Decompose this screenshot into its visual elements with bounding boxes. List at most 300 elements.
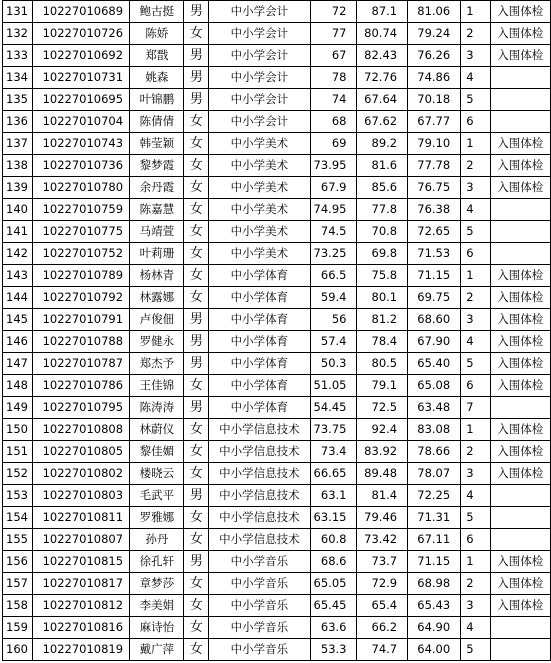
interview-score-cell: 74.7 <box>357 639 408 661</box>
gender-cell: 男 <box>184 45 209 67</box>
written-score-cell: 50.3 <box>310 353 357 375</box>
candidate-name-cell: 姚森 <box>130 67 184 89</box>
table-row <box>3 243 551 265</box>
subject-cell: 中小学美术 <box>209 221 310 243</box>
row-index-cell: 135 <box>3 89 33 111</box>
total-score-cell: 71.31 <box>408 507 461 529</box>
total-score-cell: 68.60 <box>408 309 461 331</box>
table-row <box>3 89 551 111</box>
status-cell: 入围体检 <box>490 595 550 617</box>
gender-cell: 女 <box>184 111 209 133</box>
row-index-cell: 142 <box>3 243 33 265</box>
total-score-cell: 71.15 <box>408 551 461 573</box>
table-row <box>3 617 551 639</box>
total-score-cell: 76.38 <box>408 199 461 221</box>
row-index-cell: 143 <box>3 265 33 287</box>
table-row <box>3 551 551 573</box>
status-cell: 入围体检 <box>490 45 550 67</box>
status-cell <box>490 199 550 221</box>
status-cell: 入围体检 <box>490 23 550 45</box>
status-cell: 入围体检 <box>490 287 550 309</box>
subject-cell: 中小学音乐 <box>209 551 310 573</box>
gender-cell: 女 <box>184 155 209 177</box>
row-index-cell: 137 <box>3 133 33 155</box>
total-score-cell: 83.08 <box>408 419 461 441</box>
total-score-cell: 64.00 <box>408 639 461 661</box>
row-index-cell: 145 <box>3 309 33 331</box>
interview-score-cell: 87.1 <box>357 1 408 23</box>
row-index-cell: 148 <box>3 375 33 397</box>
status-cell <box>490 529 550 551</box>
candidate-name-cell: 郑戬 <box>130 45 184 67</box>
total-score-cell: 67.11 <box>408 529 461 551</box>
table-row <box>3 419 551 441</box>
subject-cell: 中小学信息技术 <box>209 463 310 485</box>
candidate-name-cell: 郑杰予 <box>130 353 184 375</box>
table-row <box>3 375 551 397</box>
row-index-cell: 160 <box>3 639 33 661</box>
rank-cell: 3 <box>461 45 490 67</box>
ticket-number-cell: 10227010689 <box>32 1 130 23</box>
written-score-cell: 63.6 <box>310 617 357 639</box>
rank-cell: 1 <box>461 265 490 287</box>
row-index-cell: 140 <box>3 199 33 221</box>
written-score-cell: 77 <box>310 23 357 45</box>
gender-cell: 女 <box>184 243 209 265</box>
status-cell: 入围体检 <box>490 155 550 177</box>
ticket-number-cell: 10227010775 <box>32 221 130 243</box>
candidate-name-cell: 王佳锦 <box>130 375 184 397</box>
table-row <box>3 463 551 485</box>
status-cell: 入围体检 <box>490 441 550 463</box>
candidate-name-cell: 陈倩倩 <box>130 111 184 133</box>
row-index-cell: 131 <box>3 1 33 23</box>
rank-cell: 6 <box>461 375 490 397</box>
candidate-name-cell: 林蔚仪 <box>130 419 184 441</box>
interview-score-cell: 73.42 <box>357 529 408 551</box>
written-score-cell: 60.8 <box>310 529 357 551</box>
subject-cell: 中小学音乐 <box>209 617 310 639</box>
interview-score-cell: 73.7 <box>357 551 408 573</box>
status-cell <box>490 111 550 133</box>
interview-score-cell: 92.4 <box>357 419 408 441</box>
written-score-cell: 73.25 <box>310 243 357 265</box>
table-row <box>3 111 551 133</box>
status-cell <box>490 639 550 661</box>
row-index-cell: 158 <box>3 595 33 617</box>
ticket-number-cell: 10227010815 <box>32 551 130 573</box>
total-score-cell: 70.18 <box>408 89 461 111</box>
table-row <box>3 23 551 45</box>
interview-score-cell: 81.6 <box>357 155 408 177</box>
gender-cell: 女 <box>184 221 209 243</box>
total-score-cell: 79.24 <box>408 23 461 45</box>
rank-cell: 5 <box>461 639 490 661</box>
rank-cell: 5 <box>461 221 490 243</box>
status-cell: 入围体检 <box>490 265 550 287</box>
rank-cell: 4 <box>461 331 490 353</box>
subject-cell: 中小学美术 <box>209 243 310 265</box>
interview-score-cell: 72.9 <box>357 573 408 595</box>
status-cell <box>490 617 550 639</box>
row-index-cell: 159 <box>3 617 33 639</box>
total-score-cell: 65.08 <box>408 375 461 397</box>
row-index-cell: 155 <box>3 529 33 551</box>
gender-cell: 女 <box>184 441 209 463</box>
row-index-cell: 149 <box>3 397 33 419</box>
ticket-number-cell: 10227010752 <box>32 243 130 265</box>
written-score-cell: 73.75 <box>310 419 357 441</box>
candidate-name-cell: 罗雅娜 <box>130 507 184 529</box>
interview-score-cell: 79.1 <box>357 375 408 397</box>
gender-cell: 女 <box>184 573 209 595</box>
total-score-cell: 67.90 <box>408 331 461 353</box>
written-score-cell: 66.5 <box>310 265 357 287</box>
written-score-cell: 73.4 <box>310 441 357 463</box>
ticket-number-cell: 10227010808 <box>32 419 130 441</box>
table-row <box>3 1 551 23</box>
rank-cell: 1 <box>461 133 490 155</box>
candidate-name-cell: 陈娇 <box>130 23 184 45</box>
candidate-name-cell: 黎佳媚 <box>130 441 184 463</box>
interview-score-cell: 85.6 <box>357 177 408 199</box>
rank-cell: 5 <box>461 353 490 375</box>
total-score-cell: 78.07 <box>408 463 461 485</box>
interview-score-cell: 89.48 <box>357 463 408 485</box>
table-row <box>3 507 551 529</box>
ticket-number-cell: 10227010789 <box>32 265 130 287</box>
rank-cell: 3 <box>461 309 490 331</box>
written-score-cell: 74.5 <box>310 221 357 243</box>
gender-cell: 男 <box>184 331 209 353</box>
subject-cell: 中小学会计 <box>209 111 310 133</box>
table-row <box>3 331 551 353</box>
status-cell <box>490 485 550 507</box>
candidate-name-cell: 章梦莎 <box>130 573 184 595</box>
candidate-name-cell: 韩莹颖 <box>130 133 184 155</box>
table-row <box>3 67 551 89</box>
rank-cell: 4 <box>461 617 490 639</box>
ticket-number-cell: 10227010803 <box>32 485 130 507</box>
gender-cell: 女 <box>184 419 209 441</box>
candidate-name-cell: 戴广萍 <box>130 639 184 661</box>
subject-cell: 中小学美术 <box>209 155 310 177</box>
ticket-number-cell: 10227010692 <box>32 45 130 67</box>
total-score-cell: 77.78 <box>408 155 461 177</box>
written-score-cell: 74.95 <box>310 199 357 221</box>
ticket-number-cell: 10227010704 <box>32 111 130 133</box>
ticket-number-cell: 10227010759 <box>32 199 130 221</box>
interview-score-cell: 82.43 <box>357 45 408 67</box>
ticket-number-cell: 10227010743 <box>32 133 130 155</box>
total-score-cell: 69.75 <box>408 287 461 309</box>
gender-cell: 女 <box>184 177 209 199</box>
interview-score-cell: 81.2 <box>357 309 408 331</box>
status-cell: 入围体检 <box>490 133 550 155</box>
subject-cell: 中小学会计 <box>209 67 310 89</box>
status-cell: 入围体检 <box>490 177 550 199</box>
rank-cell: 5 <box>461 507 490 529</box>
status-cell: 入围体检 <box>490 375 550 397</box>
status-cell <box>490 89 550 111</box>
ticket-number-cell: 10227010819 <box>32 639 130 661</box>
table-row <box>3 595 551 617</box>
ticket-number-cell: 10227010807 <box>32 529 130 551</box>
candidate-name-cell: 卢俊佃 <box>130 309 184 331</box>
row-index-cell: 150 <box>3 419 33 441</box>
table-row <box>3 155 551 177</box>
rank-cell: 2 <box>461 441 490 463</box>
written-score-cell: 65.45 <box>310 595 357 617</box>
candidate-name-cell: 鲍古挺 <box>130 1 184 23</box>
gender-cell: 女 <box>184 23 209 45</box>
total-score-cell: 81.06 <box>408 1 461 23</box>
candidate-name-cell: 陈涛涛 <box>130 397 184 419</box>
total-score-cell: 65.43 <box>408 595 461 617</box>
gender-cell: 男 <box>184 485 209 507</box>
total-score-cell: 65.40 <box>408 353 461 375</box>
written-score-cell: 56 <box>310 309 357 331</box>
subject-cell: 中小学会计 <box>209 89 310 111</box>
interview-score-cell: 80.5 <box>357 353 408 375</box>
subject-cell: 中小学美术 <box>209 177 310 199</box>
table-row <box>3 485 551 507</box>
row-index-cell: 152 <box>3 463 33 485</box>
ticket-number-cell: 10227010816 <box>32 617 130 639</box>
written-score-cell: 74 <box>310 89 357 111</box>
status-cell: 入围体检 <box>490 309 550 331</box>
subject-cell: 中小学信息技术 <box>209 529 310 551</box>
total-score-cell: 72.65 <box>408 221 461 243</box>
row-index-cell: 138 <box>3 155 33 177</box>
interview-score-cell: 72.76 <box>357 67 408 89</box>
gender-cell: 女 <box>184 265 209 287</box>
rank-cell: 7 <box>461 397 490 419</box>
ticket-number-cell: 10227010791 <box>32 309 130 331</box>
subject-cell: 中小学体育 <box>209 353 310 375</box>
ticket-number-cell: 10227010811 <box>32 507 130 529</box>
candidate-name-cell: 陈嘉慧 <box>130 199 184 221</box>
row-index-cell: 146 <box>3 331 33 353</box>
subject-cell: 中小学信息技术 <box>209 419 310 441</box>
ticket-number-cell: 10227010695 <box>32 89 130 111</box>
gender-cell: 女 <box>184 595 209 617</box>
candidate-name-cell: 徐孔轩 <box>130 551 184 573</box>
interview-score-cell: 70.8 <box>357 221 408 243</box>
subject-cell: 中小学体育 <box>209 331 310 353</box>
gender-cell: 男 <box>184 89 209 111</box>
status-cell: 入围体检 <box>490 573 550 595</box>
interview-score-cell: 67.62 <box>357 111 408 133</box>
candidate-name-cell: 马靖萱 <box>130 221 184 243</box>
subject-cell: 中小学体育 <box>209 375 310 397</box>
subject-cell: 中小学信息技术 <box>209 441 310 463</box>
status-cell: 入围体检 <box>490 331 550 353</box>
total-score-cell: 78.66 <box>408 441 461 463</box>
table-row <box>3 397 551 419</box>
written-score-cell: 72 <box>310 1 357 23</box>
candidate-name-cell: 黎梦霞 <box>130 155 184 177</box>
rank-cell: 3 <box>461 177 490 199</box>
rank-cell: 6 <box>461 111 490 133</box>
written-score-cell: 53.3 <box>310 639 357 661</box>
subject-cell: 中小学体育 <box>209 265 310 287</box>
ticket-number-cell: 10227010726 <box>32 23 130 45</box>
rank-cell: 6 <box>461 529 490 551</box>
table-row <box>3 441 551 463</box>
total-score-cell: 71.53 <box>408 243 461 265</box>
gender-cell: 女 <box>184 617 209 639</box>
interview-score-cell: 80.1 <box>357 287 408 309</box>
total-score-cell: 67.77 <box>408 111 461 133</box>
results-table <box>2 0 551 661</box>
ticket-number-cell: 10227010787 <box>32 353 130 375</box>
ticket-number-cell: 10227010736 <box>32 155 130 177</box>
total-score-cell: 72.25 <box>408 485 461 507</box>
gender-cell: 男 <box>184 353 209 375</box>
total-score-cell: 74.86 <box>408 67 461 89</box>
status-cell: 入围体检 <box>490 551 550 573</box>
table-row <box>3 265 551 287</box>
rank-cell: 3 <box>461 595 490 617</box>
ticket-number-cell: 10227010817 <box>32 573 130 595</box>
total-score-cell: 76.75 <box>408 177 461 199</box>
total-score-cell: 71.15 <box>408 265 461 287</box>
status-cell <box>490 507 550 529</box>
rank-cell: 1 <box>461 419 490 441</box>
ticket-number-cell: 10227010786 <box>32 375 130 397</box>
subject-cell: 中小学会计 <box>209 45 310 67</box>
rank-cell: 4 <box>461 67 490 89</box>
written-score-cell: 54.45 <box>310 397 357 419</box>
written-score-cell: 67.9 <box>310 177 357 199</box>
rank-cell: 1 <box>461 551 490 573</box>
rank-cell: 6 <box>461 243 490 265</box>
written-score-cell: 57.4 <box>310 331 357 353</box>
ticket-number-cell: 10227010788 <box>32 331 130 353</box>
rank-cell: 2 <box>461 287 490 309</box>
written-score-cell: 51.05 <box>310 375 357 397</box>
gender-cell: 女 <box>184 287 209 309</box>
candidate-name-cell: 叶锦鹏 <box>130 89 184 111</box>
interview-score-cell: 66.2 <box>357 617 408 639</box>
subject-cell: 中小学体育 <box>209 287 310 309</box>
ticket-number-cell: 10227010731 <box>32 67 130 89</box>
status-cell <box>490 221 550 243</box>
interview-score-cell: 80.74 <box>357 23 408 45</box>
written-score-cell: 67 <box>310 45 357 67</box>
subject-cell: 中小学会计 <box>209 23 310 45</box>
gender-cell: 男 <box>184 309 209 331</box>
status-cell: 入围体检 <box>490 353 550 375</box>
subject-cell: 中小学体育 <box>209 397 310 419</box>
gender-cell: 女 <box>184 133 209 155</box>
written-score-cell: 69 <box>310 133 357 155</box>
interview-score-cell: 65.4 <box>357 595 408 617</box>
rank-cell: 1 <box>461 1 490 23</box>
interview-score-cell: 72.5 <box>357 397 408 419</box>
row-index-cell: 147 <box>3 353 33 375</box>
rank-cell: 2 <box>461 155 490 177</box>
candidate-name-cell: 李美娟 <box>130 595 184 617</box>
row-index-cell: 154 <box>3 507 33 529</box>
gender-cell: 男 <box>184 551 209 573</box>
status-cell: 入围体检 <box>490 1 550 23</box>
table-row <box>3 45 551 67</box>
written-score-cell: 66.65 <box>310 463 357 485</box>
total-score-cell: 79.10 <box>408 133 461 155</box>
gender-cell: 女 <box>184 199 209 221</box>
interview-score-cell: 78.4 <box>357 331 408 353</box>
subject-cell: 中小学会计 <box>209 1 310 23</box>
row-index-cell: 156 <box>3 551 33 573</box>
ticket-number-cell: 10227010792 <box>32 287 130 309</box>
table-row <box>3 199 551 221</box>
gender-cell: 男 <box>184 1 209 23</box>
status-cell: 入围体检 <box>490 463 550 485</box>
candidate-name-cell: 毛武平 <box>130 485 184 507</box>
gender-cell: 女 <box>184 507 209 529</box>
candidate-name-cell: 余丹霞 <box>130 177 184 199</box>
interview-score-cell: 67.64 <box>357 89 408 111</box>
status-cell: 入围体检 <box>490 419 550 441</box>
interview-score-cell: 77.8 <box>357 199 408 221</box>
rank-cell: 2 <box>461 23 490 45</box>
interview-score-cell: 69.8 <box>357 243 408 265</box>
candidate-name-cell: 叶莉珊 <box>130 243 184 265</box>
gender-cell: 女 <box>184 463 209 485</box>
ticket-number-cell: 10227010795 <box>32 397 130 419</box>
rank-cell: 5 <box>461 89 490 111</box>
row-index-cell: 136 <box>3 111 33 133</box>
status-cell <box>490 397 550 419</box>
interview-score-cell: 75.8 <box>357 265 408 287</box>
table-row <box>3 287 551 309</box>
written-score-cell: 63.1 <box>310 485 357 507</box>
table-row <box>3 177 551 199</box>
gender-cell: 男 <box>184 67 209 89</box>
subject-cell: 中小学音乐 <box>209 595 310 617</box>
row-index-cell: 133 <box>3 45 33 67</box>
row-index-cell: 134 <box>3 67 33 89</box>
table-row <box>3 353 551 375</box>
table-row <box>3 573 551 595</box>
table-body <box>3 1 551 661</box>
candidate-name-cell: 杨林青 <box>130 265 184 287</box>
table-row <box>3 309 551 331</box>
total-score-cell: 64.90 <box>408 617 461 639</box>
gender-cell: 男 <box>184 397 209 419</box>
rank-cell: 3 <box>461 463 490 485</box>
table-row <box>3 639 551 661</box>
table-row <box>3 529 551 551</box>
written-score-cell: 78 <box>310 67 357 89</box>
written-score-cell: 59.4 <box>310 287 357 309</box>
subject-cell: 中小学美术 <box>209 133 310 155</box>
interview-score-cell: 89.2 <box>357 133 408 155</box>
interview-score-cell: 81.4 <box>357 485 408 507</box>
subject-cell: 中小学信息技术 <box>209 507 310 529</box>
gender-cell: 女 <box>184 639 209 661</box>
table-row <box>3 221 551 243</box>
subject-cell: 中小学音乐 <box>209 639 310 661</box>
written-score-cell: 68 <box>310 111 357 133</box>
written-score-cell: 63.15 <box>310 507 357 529</box>
rank-cell: 2 <box>461 573 490 595</box>
gender-cell: 女 <box>184 529 209 551</box>
row-index-cell: 157 <box>3 573 33 595</box>
total-score-cell: 63.48 <box>408 397 461 419</box>
